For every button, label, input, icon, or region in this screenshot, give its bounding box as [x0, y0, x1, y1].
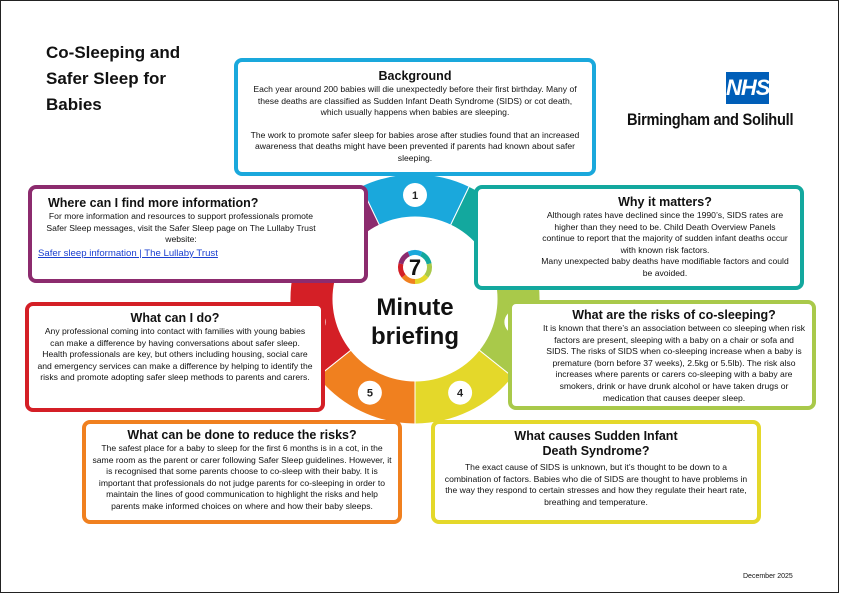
background-text-2: The work to promote safer sleep for babies arose after studies found that an increased awareness that deaths might have been prevented if parents had known about safer sleeping. — [250, 129, 580, 163]
risks-heading: What are the risks of co-sleeping? — [572, 308, 776, 322]
background-box — [234, 58, 596, 176]
centre-seven: 7 — [408, 255, 422, 280]
title-line-2: Safer Sleep for — [46, 69, 166, 88]
why-it-matters-box — [474, 185, 804, 290]
why-text-1: Although rates have declined since the 1990’s, SIDS rates are higher than they need to be. Child Death Overview Panels continue to report that the majority of sudden infant deaths occur with known risk factors. — [542, 210, 788, 255]
nhs-logo: NHS — [726, 72, 769, 104]
whatcan-text: Any professional coming into contact with families with young babies can make a difference by having conversations about safer sleep. Health professionals are key, but others including housing, social care and emergency services can make a difference by helping to identify the risks and promote adopting safer sleep methods to parents and carers. — [37, 326, 313, 383]
page-title — [46, 40, 180, 118]
why-heading: Why it matters? — [618, 195, 712, 209]
whatcan-heading: What can I do? — [130, 311, 220, 325]
segment-number-4: 4 — [457, 387, 464, 400]
background-heading: Background — [378, 69, 452, 83]
more-information-box — [28, 185, 368, 283]
segment-number-1: 1 — [411, 190, 419, 202]
info-heading: Where can I find more information? — [48, 196, 259, 210]
reduce-text: The safest place for a baby to sleep for the first 6 months is in a cot, in the same room as the parent or carer following Safer Sleep guidelines. However, it is recognised that some parents choose to co-sleep with their baby. It is important that professionals do not judge parents for co-sleeping in order to maintain the lines of good communication to highlight the risks and help parents make informed choices on where and how their baby sleeps. — [92, 443, 392, 511]
organisation-name: Birmingham and Solihull — [627, 110, 794, 129]
causes-heading: What causes Sudden Infant Death Syndrome? — [514, 429, 678, 458]
causes-box — [431, 420, 761, 524]
segment-number-5: 5 — [366, 387, 373, 400]
lullaby-trust-link[interactable]: Safer sleep information | The Lullaby Trust — [38, 247, 218, 259]
what-can-i-do-box — [25, 302, 325, 412]
why-text-2: Many unexpected baby deaths have modifiable factors and could be avoided. — [541, 256, 789, 278]
risks-box — [508, 300, 816, 410]
causes-text: The exact cause of SIDS is unknown, but it’s thought to be down to a combination of factors. Babies who die of SIDS are thought to have problems in the way they respond to certain stresses and how they regulate their heart rate, breathing and temperature. — [444, 462, 748, 507]
risks-text: It is known that there’s an association between co sleeping when risk factors are present, sleeping with a baby on a chair or sofa and SIDS. The risks of SIDS when co-sleeping increase when a baby is premature (born before 37 weeks), 2.5kg or 5.5lb). The risk also increases where parents or carers co-sleeping with a baby are smokers, drink or have drunk alcohol or have taken drugs or medication that causes deeper sleep. — [542, 323, 806, 403]
background-text-1: Each year around 200 babies will die unexpectedly before their first birthday. Many of these deaths are classified as Sudden Infant Death Syndrome (SIDS) or cot death, which usually happens when babies are sleeping. — [253, 84, 577, 118]
title-line-3: Babies — [46, 95, 102, 114]
centre-line-briefing: briefing — [371, 323, 459, 350]
reduce-heading: What can be done to reduce the risks? — [127, 428, 357, 442]
centre-line-minute: Minute — [376, 294, 454, 321]
title-line-1: Co-Sleeping and — [46, 43, 181, 62]
info-text: For more information and resources to support professionals promote Safer Sleep messages, visit the Safer Sleep page on The Lullaby Trust website: — [46, 211, 316, 245]
reduce-risks-box — [82, 420, 402, 524]
footer-date: December 2025 — [743, 573, 793, 580]
